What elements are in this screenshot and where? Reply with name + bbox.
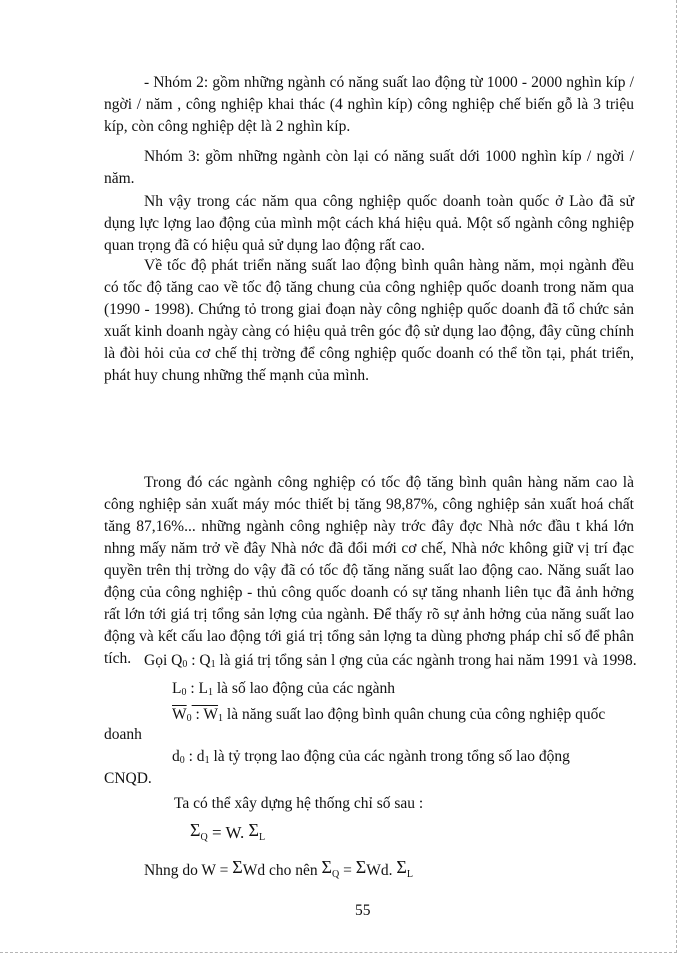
paragraph-group3: Nhóm 3: gồm những ngành còn lại có năng suất dới 1000 nghìn kíp / ngời / năm.	[104, 148, 634, 187]
definition-q: Gọi $Q_0$ : $Q_1$ là giá trị tổng sản l ợng của các ngành trong hai năm 1991 và 1998.	[144, 652, 637, 670]
paragraph-labour-use: Nh vậy trong các năm qua công nghiệp quốc doanh toàn quốc ở Lào đã sử dụng lực lợng lao động của mình một cách khá hiệu quả. Một số ngành công nghiệp quan trọng đã có hiệu quả sử dụng lao động rất cao.	[104, 193, 634, 254]
page-number: 55	[355, 902, 371, 919]
index-system-intro: Ta có thể xây dựng hệ thống chỉ số sau :	[174, 795, 424, 812]
formula-q-equals-w-l: $\Sigma_Q = W$. $\Sigma_L$	[190, 820, 266, 843]
paragraph-group2: - Nhóm 2: gồm những ngành có năng suất lao động từ 1000 - 2000 nghìn kíp / ngời / năm , công nghiệp khai thác (4 nghìn kíp) công nghiệp chế biến gỗ là 3 triệu kíp, còn công nghiệp dệt là 2 nghìn kíp.	[104, 74, 634, 135]
formula-w-decomposition: Nhng do W = ΣWd cho nên $\Sigma_Q = \Sigma Wd$. $\Sigma_L$	[144, 857, 413, 880]
paragraph-productivity-growth: Về tốc độ phát triển năng suất lao động bình quân hàng năm, mọi ngành đều có tốc độ tăng cao về tốc độ tăng chung của công nghiệp quốc doanh trong năm qua (1990 - 1998). Chứng tỏ trong giai đoạn này công nghiệp quốc doanh đã tổ chức sản xuất kinh doanh ngày càng có hiệu quả trên góc độ sử dụng lao động, đây cũng chính là đòi hỏi của cơ chế thị trờng để công nghiệp quốc doanh có thể tồn tại, phát triển, phát huy chung những thế mạnh của mình.	[104, 257, 634, 384]
definition-l: $L_0$ : $L_1$ là số lao động của các ngành	[172, 680, 396, 698]
definition-w: $\overline{W}_0$ : $W_1$ là năng suất lao động bình quân chung của công nghiệp quốc	[172, 706, 606, 724]
definition-w-continued: doanh	[104, 726, 142, 743]
definition-d-continued: CNQD.	[104, 770, 152, 787]
paragraph-high-growth-industries: Trong đó các ngành công nghiệp có tốc độ tăng bình quân hàng năm cao là công nghiệp sản xuất máy móc thiết bị tăng 98,87%, công nghiệp sản xuất hoá chất tăng 87,16%... những ngành công nghiệp này trớc đây đợc Nhà nớc đầu t khá lớn nhng mấy năm trở về đây Nhà nớc đã đổi mới cơ chế, Nhà nớc không giữ vị trí đạc quyền trên thị trờng do vậy đã có tốc độ tăng năng suất lao động cao. Năng suất lao động của công nghiệp - thủ công quốc doanh có sự tăng nhanh liên tục đã ảnh hởng rất lớn tới giá trị tổng sản lợng của ngành. Để thấy rõ sự ảnh hởng của năng suất lao động và kết cấu lao động tới giá trị tổng sản lợng ta dùng phơng pháp chỉ số để phân tích.	[104, 474, 634, 667]
definition-d: $d_0$ : $d_1$ là tỷ trọng lao động của các ngành trong tổng số lao động	[172, 748, 570, 766]
